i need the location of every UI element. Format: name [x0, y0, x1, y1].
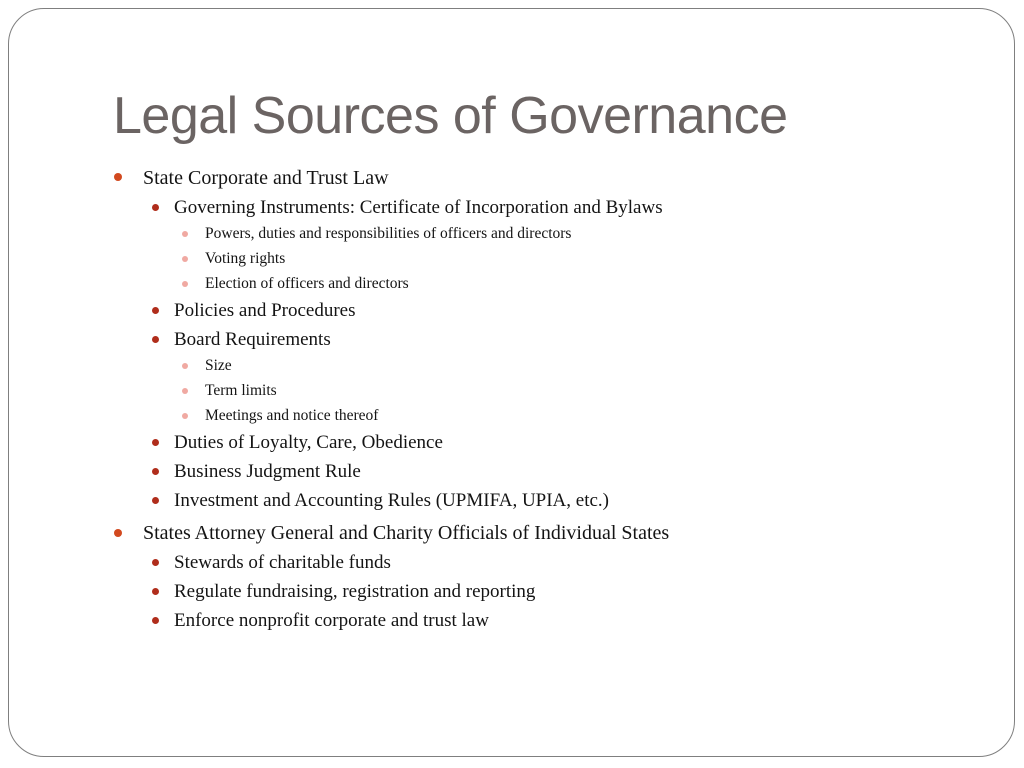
- bullet-dot-icon: [152, 307, 159, 314]
- list-item-level3: Powers, duties and responsibilities of officers and directors: [205, 225, 572, 242]
- list-item-level2: Enforce nonprofit corporate and trust law: [174, 610, 489, 631]
- bullet-dot-icon: [152, 497, 159, 504]
- list-item-level3: Voting rights: [205, 250, 286, 267]
- list-item-level2: Governing Instruments: Certificate of Incorporation and Bylaws: [174, 197, 663, 218]
- bullet-dot-icon: [182, 363, 188, 369]
- slide-title: Legal Sources of Governance: [113, 87, 788, 145]
- bullet-dot-icon: [152, 204, 159, 211]
- list-item-level1: State Corporate and Trust Law: [143, 167, 389, 189]
- list-item-level2: Regulate fundraising, registration and reporting: [174, 581, 536, 602]
- list-item-level2: Duties of Loyalty, Care, Obedience: [174, 432, 443, 453]
- bullet-dot-icon: [152, 439, 159, 446]
- list-item-level2: Stewards of charitable funds: [174, 552, 391, 573]
- bullet-dot-icon: [152, 336, 159, 343]
- list-item-level2: Business Judgment Rule: [174, 461, 361, 482]
- bullet-dot-icon: [152, 617, 159, 624]
- bullet-dot-icon: [114, 529, 122, 537]
- bullet-dot-icon: [114, 173, 122, 181]
- bullet-dot-icon: [182, 256, 188, 262]
- list-item-level3: Term limits: [205, 382, 277, 399]
- list-item-level2: Policies and Procedures: [174, 300, 356, 321]
- list-item-level1: States Attorney General and Charity Officials of Individual States: [143, 522, 670, 544]
- bullet-dot-icon: [152, 588, 159, 595]
- list-item-level2: Board Requirements: [174, 329, 331, 350]
- bullet-dot-icon: [152, 468, 159, 475]
- bullet-dot-icon: [182, 231, 188, 237]
- list-item-level2: Investment and Accounting Rules (UPMIFA, UPIA, etc.): [174, 490, 610, 511]
- list-item-level3: Election of officers and directors: [205, 275, 409, 292]
- list-item-level3: Meetings and notice thereof: [205, 407, 379, 424]
- bullet-dot-icon: [152, 559, 159, 566]
- bullet-dot-icon: [182, 413, 188, 419]
- list-item-level3: Size: [205, 357, 232, 374]
- bullet-dot-icon: [182, 388, 188, 394]
- bullet-dot-icon: [182, 281, 188, 287]
